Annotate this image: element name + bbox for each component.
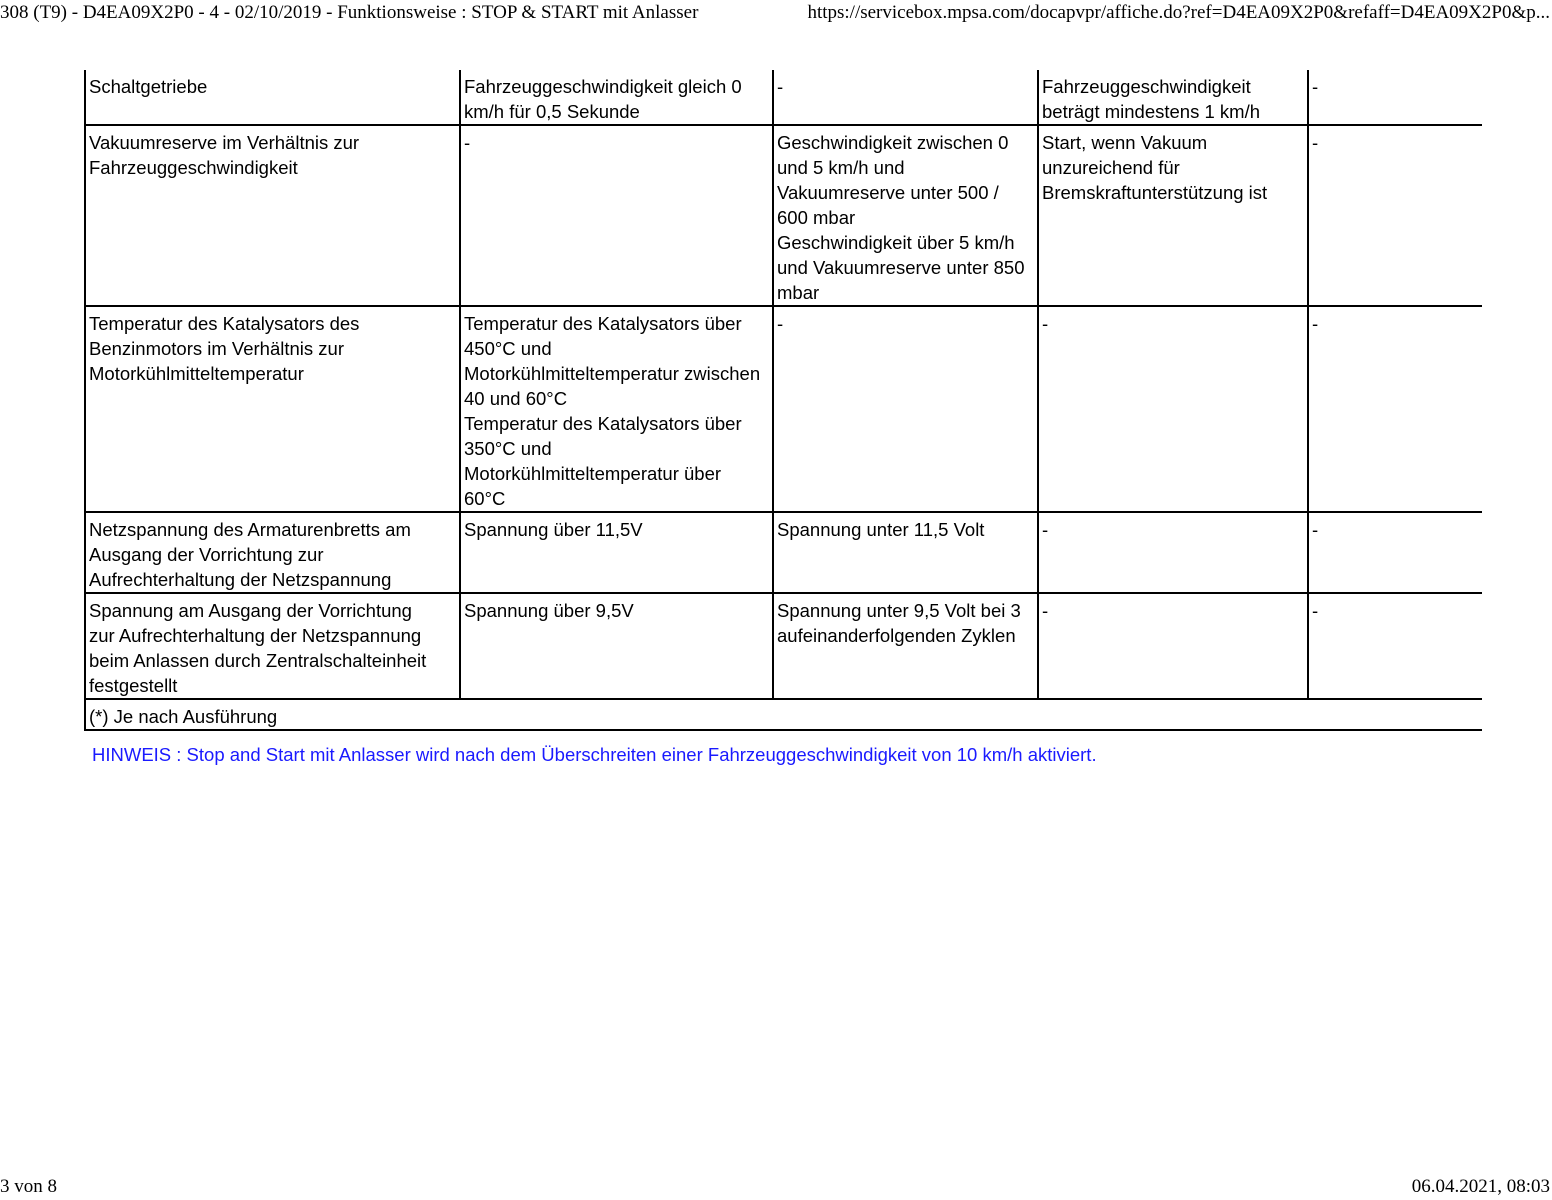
cell-line: Start, wenn Vakuum [1042,132,1208,153]
cell-line: Motorkühlmitteltemperatur [89,363,304,384]
cell-line: - [777,76,784,97]
cell-line: Fahrzeuggeschwindigkeit [89,157,298,178]
cell-line: - [1312,313,1319,334]
page-number: 3 von 8 [0,1176,57,1197]
table-row [85,306,1482,512]
cell-line: - [1312,76,1319,97]
cell-line: Aufrechterhaltung der Netzspannung [89,569,392,590]
print-footer [0,1174,1552,1198]
print-timestamp: 06.04.2021, 08:03 [1411,1176,1550,1197]
conditions-table [84,70,1482,731]
cell-line: Temperatur des Katalysators über [464,313,742,334]
cell-line: Schaltgetriebe [89,76,208,97]
table-row [85,512,1482,593]
restart-condition-cell [773,125,1038,306]
function-cell [85,306,460,512]
restart-condition-cell [773,593,1038,699]
cell-line: 600 mbar [777,207,856,228]
document-title: 308 (T9) - D4EA09X2P0 - 4 - 02/10/2019 - Funktionsweise : STOP & START mit Anlasser [0,2,699,23]
cell-line: - [1312,600,1319,621]
cell-line: aufeinanderfolgenden Zyklen [777,625,1016,646]
cell-line: km/h für 0,5 Sekunde [464,101,640,122]
restart-condition-cell [773,306,1038,512]
cell-line: Spannung am Ausgang der Vorrichtung [89,600,412,621]
function-cell [85,70,460,125]
cell-line: Vakuumreserve unter 500 / [777,182,999,203]
cell-line: Spannung über 9,5V [464,600,634,621]
cell-line: - [464,132,471,153]
remark-cell [1308,70,1482,125]
cell-line: Geschwindigkeit zwischen 0 [777,132,1009,153]
cell-line: Motorkühlmitteltemperatur über [464,463,722,484]
cell-line: Spannung unter 9,5 Volt bei 3 [777,600,1021,621]
cell-line: mbar [777,282,820,303]
restart-condition-cell [773,70,1038,125]
cell-line: Motorkühlmitteltemperatur zwischen [464,363,761,384]
cell-line: Vakuumreserve im Verhältnis zur [89,132,360,153]
cell-line: 350°C und [464,438,552,459]
remark-cell [1308,306,1482,512]
table-body [85,70,1482,730]
remark-cell [1308,512,1482,593]
cell-line: - [1042,313,1049,334]
cell-line: 40 und 60°C [464,388,568,409]
footnote: (*) Je nach Ausführung [85,699,1482,730]
stop-condition-cell [460,70,773,125]
cell-line: Benzinmotors im Verhältnis zur [89,338,344,359]
function-cell [85,593,460,699]
cell-line: - [777,313,784,334]
cell-line: zur Aufrechterhaltung der Netzspannung [89,625,422,646]
cell-line: beim Anlassen durch Zentralschalteinheit [89,650,427,671]
footnote-row [85,699,1482,730]
cell-line: beträgt mindestens 1 km/h [1042,101,1260,122]
cell-line: Fahrzeuggeschwindigkeit gleich 0 [464,76,742,97]
extra-condition-cell [1038,125,1308,306]
cell-line: 450°C und [464,338,552,359]
stop-condition-cell [460,125,773,306]
cell-line: 60°C [464,488,506,509]
restart-condition-cell [773,512,1038,593]
table-row [85,125,1482,306]
table-row [85,70,1482,125]
function-cell [85,125,460,306]
cell-line: Geschwindigkeit über 5 km/h [777,232,1015,253]
extra-condition-cell [1038,512,1308,593]
stop-condition-cell [460,512,773,593]
cell-line: Ausgang der Vorrichtung zur [89,544,324,565]
stop-condition-cell [460,593,773,699]
function-cell [85,512,460,593]
hinweis-note: HINWEIS : Stop and Start mit Anlasser wird nach dem Überschreiten einer Fahrzeuggeschwindigkeit von 10 km/h aktiviert. [92,744,1097,765]
cell-line: Bremskraftunterstützung ist [1042,182,1268,203]
cell-line: Fahrzeuggeschwindigkeit [1042,76,1251,97]
table-row [85,593,1482,699]
cell-line: - [1312,519,1319,540]
extra-condition-cell [1038,593,1308,699]
extra-condition-cell [1038,306,1308,512]
stop-condition-cell [460,306,773,512]
cell-line: festgestellt [89,675,178,696]
cell-line: und 5 km/h und [777,157,905,178]
extra-condition-cell [1038,70,1308,125]
remark-cell [1308,125,1482,306]
cell-line: Spannung unter 11,5 Volt [777,519,985,540]
cell-line: - [1042,519,1049,540]
cell-line: Temperatur des Katalysators des [89,313,360,334]
cell-line: und Vakuumreserve unter 850 [777,257,1025,278]
cell-line: - [1312,132,1319,153]
cell-line: - [1042,600,1049,621]
cell-line: Temperatur des Katalysators über [464,413,742,434]
document-url: https://servicebox.mpsa.com/docapvpr/affiche.do?ref=D4EA09X2P0&refaff=D4EA09X2P0&p... [807,2,1550,23]
cell-line: unzureichend für [1042,157,1180,178]
cell-line: Netzspannung des Armaturenbretts am [89,519,411,540]
cell-line: Spannung über 11,5V [464,519,643,540]
print-header [0,2,1552,26]
remark-cell [1308,593,1482,699]
